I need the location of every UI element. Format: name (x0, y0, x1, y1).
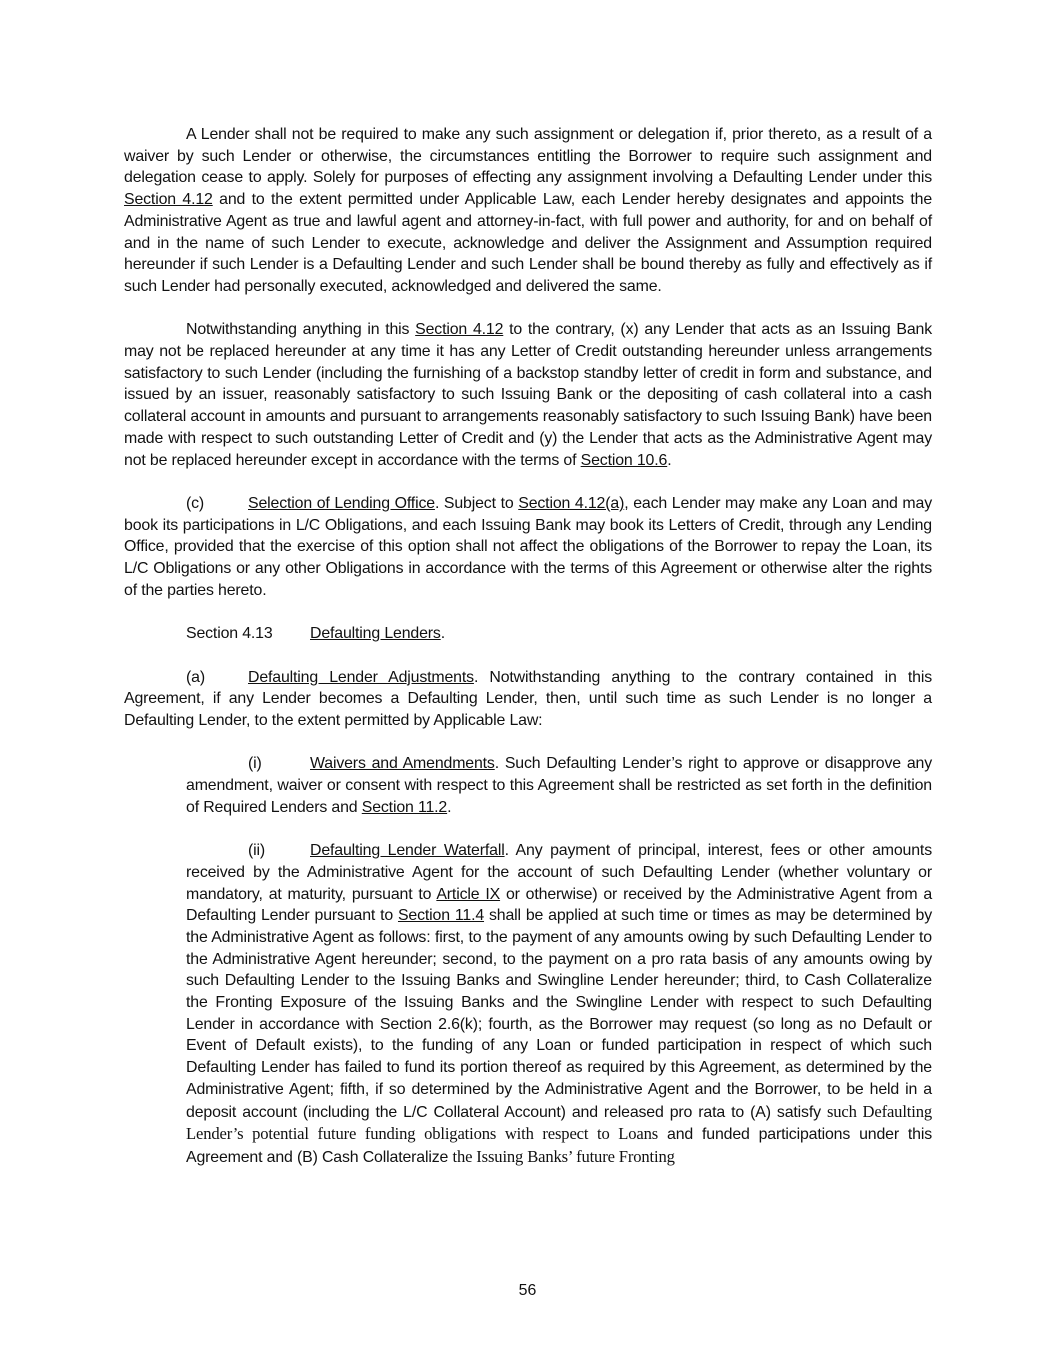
paragraph-waterfall (186, 840, 932, 1169)
section-title-period: . (440, 625, 445, 643)
section-reference: Section 4.12 (415, 321, 504, 339)
clause-heading: Selection of Lending Office (248, 494, 435, 512)
page-number: 56 (518, 1282, 537, 1299)
clause-heading: Waivers and Amendments (310, 755, 495, 773)
clause-number: (a) (186, 668, 205, 686)
paragraph-notwithstanding (124, 319, 932, 471)
paragraph-text: and funded participations under this Agreement and (B) Cash Collateralize (186, 1126, 933, 1166)
paragraph-waivers-amendments (186, 753, 932, 818)
paragraph-text: . Any payment of principal, interest, fees or other amounts received by the Administrative Agent for the account of such Defaulting Lender (whether voluntary or mandatory, at maturity, pursuant to (186, 842, 932, 903)
section-reference: Section 11.4 (397, 907, 485, 925)
article-reference: Article IX (436, 885, 501, 903)
paragraph-text-serif: such Defaulting Lender’s potential future funding obligations with respect to Loans (186, 1101, 932, 1144)
paragraph-text: , each Lender may make any Loan and may book its participations in L/C Obligations, and each Issuing Bank may book its Letters of Credit, through any Lending Office, provided that the exercise of this option shall not affect the obligations of the Borrower to repay the Loan, its L/C Obligations or any other Obligations in accordance with the terms of this Agreement or otherwise alter the rights of the parties hereto. (124, 494, 932, 599)
paragraph-text: shall be applied at such time or times as may be determined by the Administrative Agent as follows: first, to the payment of any amounts owing by such Defaulting Lender to the Administrative Agent hereunder; second, to the payment on a pro rata basis of any amounts owing by such Defaulting Lender to the Issuing Banks and Swingline Lender hereunder; third, to Cash Collateralize the Fronting Exposure of the Issuing Banks and the Swingline Lender with respect to such Defaulting Lender in accordance with Section 2.6(k); fourth, as the Borrower may request (so long as no Default or Event of Default exists), to the funding of any Loan or funded participation in respect of which such Defaulting Lender has failed to fund its portion thereof as required by this Agreement, as determined by the Administrative Agent; fifth, if so determined by the Administrative Agent and the Borrower, to be held in a deposit account (including the L/C Collateral Account) and released pro rata to (A) satisfy (186, 907, 932, 1121)
section-number: Section 4.13 (186, 625, 273, 643)
clause-number: (c) (186, 494, 205, 512)
clause-heading: Defaulting Lender Waterfall (310, 842, 505, 860)
paragraph-text: to the contrary, (x) any Lender that acts as an Issuing Bank may not be replaced hereunder at any time it has any Letter of Credit outstanding hereunder unless arrangements satisfactory to such Lender (including the furnishing of a backstop standby letter of credit in form and substance, and issued by an issuer, reasonably satisfactory to such Issuing Bank or the depositing of cash collateral into a cash collateral account in amounts and pursuant to arrangements reasonably satisfactory to such Issuing Bank) have been made with respect to such outstanding Letter of Credit and (y) the Lender that acts as the Administrative Agent may not be replaced hereunder except in accordance with the terms of (124, 321, 933, 469)
paragraph-text: . Notwithstanding anything to the contrary contained in this Agreement, if any Lender becomes a Defaulting Lender, then, until such time as such Lender is no longer a Defaulting Lender, to the extent permitted by Applicable Law: (124, 668, 932, 729)
section-reference: Section 4.12 (124, 191, 213, 209)
paragraph-text-serif: the Issuing Banks’ future Fronting (452, 1146, 675, 1166)
section-reference: Section 10.6 (580, 451, 668, 469)
section-reference: Section 11.2 (361, 798, 448, 816)
section-title: Defaulting Lenders (310, 625, 441, 643)
paragraph-assignment-delegation (124, 124, 932, 298)
paragraph-text: Notwithstanding anything in this (186, 321, 416, 339)
clause-number: (ii) (248, 842, 266, 860)
paragraph-text: . Such Defaulting Lender’s right to approve or disapprove any amendment, waiver or consent with respect to this Agreement shall be restricted as set forth in the definition of Required Lenders and (186, 755, 932, 816)
paragraph-text: and to the extent permitted under Applicable Law, each Lender hereby designates and appoints the Administrative Agent as true and lawful agent and attorney-in-fact, with full power and authority, for and on behalf of and in the name of such Lender to execute, acknowledge and deliver the Assignment and Assumption required hereunder if such Lender is a Defaulting Lender and such Lender shall be bound thereby as fully and effectively as if such Lender had personally executed, acknowledged and delivered the same. (124, 191, 933, 295)
paragraph-text: or otherwise) or received by the Administrative Agent from a Defaulting Lender pursuant to (186, 885, 933, 925)
document-page (124, 124, 932, 1169)
section-heading (124, 623, 932, 645)
paragraph-text: . Subject to (434, 494, 519, 512)
clause-number: (i) (248, 755, 262, 773)
paragraph-defaulting-adjustments (124, 667, 932, 732)
paragraph-text: . (447, 798, 452, 816)
paragraph-text: A Lender shall not be required to make any such assignment or delegation if, prior thereto, as a result of a waiver by such Lender or otherwise, the circumstances entitling the Borrower to require such assignment and delegation cease to apply. Solely for purposes of effecting any assignment involving a Defaulting Lender under this (124, 126, 932, 187)
section-reference: Section 4.12(a) (518, 494, 625, 512)
paragraph-text: . (667, 451, 672, 469)
paragraph-lending-office (124, 493, 932, 602)
clause-heading: Defaulting Lender Adjustments (248, 668, 474, 686)
